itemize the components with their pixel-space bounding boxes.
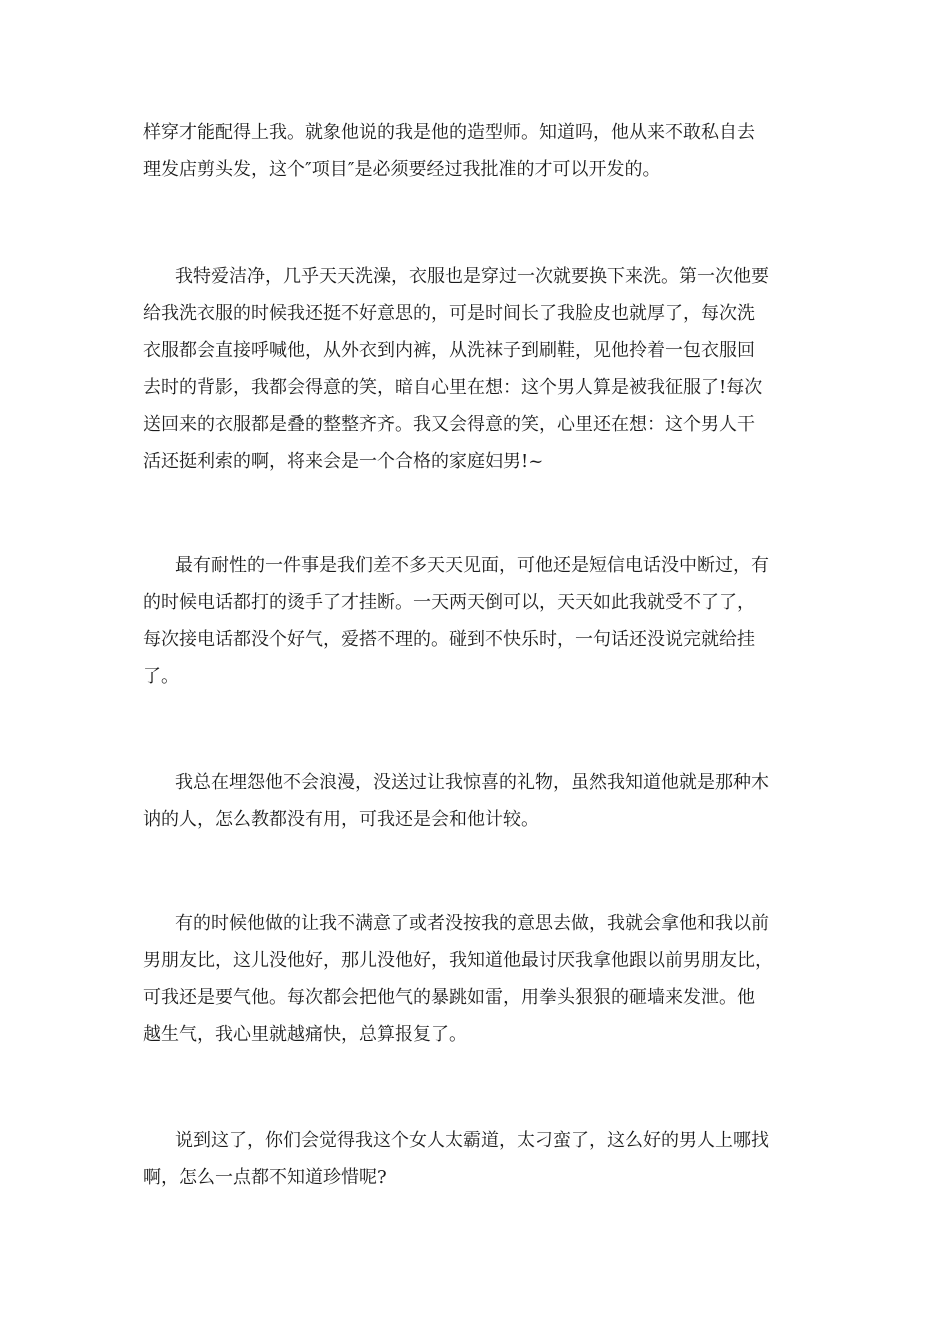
paragraph xyxy=(143,764,811,838)
text-line: 送回来的衣服都是叠的整整齐齐。我又会得意的笑，心里还在想：这个男人干 xyxy=(143,414,755,435)
paragraph xyxy=(143,905,811,1053)
text-line: 去时的背影，我都会得意的笑，暗自心里在想：这个男人算是被我征服了!每次 xyxy=(143,377,763,398)
text-line: 衣服都会直接呼喊他，从外衣到内裤，从洗袜子到刷鞋，见他拎着一包衣服回 xyxy=(143,340,755,361)
text-line: 我总在埋怨他不会浪漫，没送过让我惊喜的礼物，虽然我知道他就是那种木 xyxy=(175,772,769,793)
text-line: 讷的人，怎么教都没有用，可我还是会和他计较。 xyxy=(143,809,539,830)
text-line: 有的时候他做的让我不满意了或者没按我的意思去做，我就会拿他和我以前 xyxy=(175,913,769,934)
paragraph xyxy=(143,1122,811,1196)
text-line: 了。 xyxy=(143,666,179,687)
text-line: 越生气，我心里就越痛快，总算报复了。 xyxy=(143,1024,467,1045)
text-line: 的时候电话都打的烫手了才挂断。一天两天倒可以，天天如此我就受不了了， xyxy=(143,592,755,613)
text-line: 可我还是要气他。每次都会把他气的暴跳如雷，用拳头狠狠的砸墙来发泄。他 xyxy=(143,987,755,1008)
text-line: 最有耐性的一件事是我们差不多天天见面，可他还是短信电话没中断过，有 xyxy=(175,555,769,576)
text-line: 啊，怎么一点都不知道珍惜呢? xyxy=(143,1167,387,1188)
text-line: 每次接电话都没个好气，爱搭不理的。碰到不快乐时，一句话还没说完就给挂 xyxy=(143,629,755,650)
text-line: 理发店剪头发，这个″项目″是必须要经过我批准的才可以开发的。 xyxy=(143,159,661,180)
paragraph xyxy=(143,114,811,188)
text-line: 说到这了，你们会觉得我这个女人太霸道，太刁蛮了，这么好的男人上哪找 xyxy=(175,1130,769,1151)
text-line: 男朋友比，这儿没他好，那儿没他好，我知道他最讨厌我拿他跟以前男朋友比， xyxy=(143,950,773,971)
text-line: 我特爱洁净，几乎天天洗澡，衣服也是穿过一次就要换下来洗。第一次他要 xyxy=(175,266,769,287)
text-line: 活还挺利索的啊，将来会是一个合格的家庭妇男!~ xyxy=(143,451,544,472)
paragraph xyxy=(143,258,811,480)
text-line: 给我洗衣服的时候我还挺不好意思的，可是时间长了我脸皮也就厚了，每次洗 xyxy=(143,303,755,324)
text-line: 样穿才能配得上我。就象他说的我是他的造型师。知道吗，他从来不敢私自去 xyxy=(143,122,755,143)
paragraph xyxy=(143,547,811,695)
